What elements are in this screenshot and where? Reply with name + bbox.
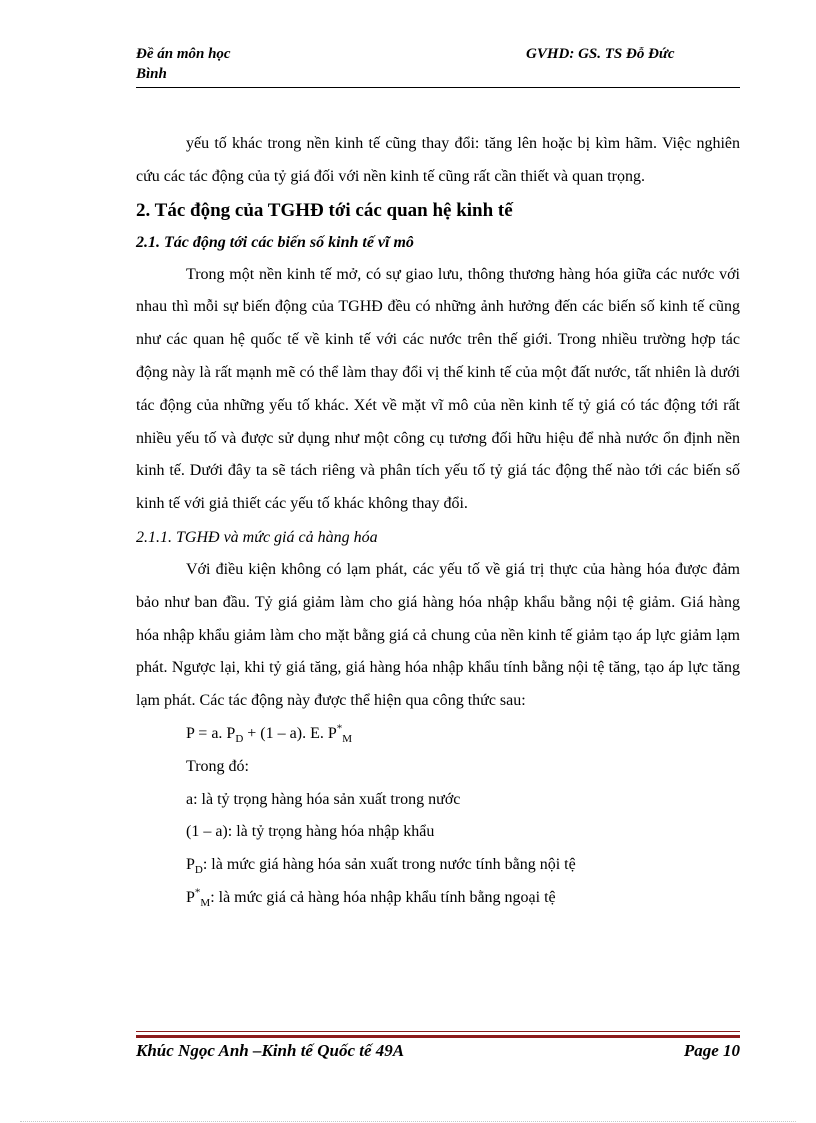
price-formula: P = a. $P_D + (1 - a)$. E. $P^*_M$ [186, 722, 353, 746]
page-bottom-edge [20, 1121, 796, 1122]
header-course: Đề án môn học [136, 46, 231, 62]
paragraph-macro: Trong một nền kinh tế mở, có sự giao lưu, thông thương hàng hóa giữa các nước với nhau thì mỗi sự biến động của TGHĐ đều có những ảnh hưởng đến các biến số kinh tế cũng như các quan hệ quốc tế về kinh tế với các nước trên thế giới. Trong nhiều trường hợp tác động này là rất mạnh mẽ có thể làm thay đổi vị thế kinh tế của một đất nước, tất nhiên là dưới tác động của những yếu tố khác. Xét về mặt vĩ mô của nền kinh tế tỷ giá có tác động tới rất nhiều yếu tố và được sử dụng như một công cụ tương đối hữu hiệu để nhà nước ổn định nền kinh tế. Dưới đây ta sẽ tách riêng và phân tích yếu tố tỷ giá tác động thế nào tới các biến số kinh tế với giả thiết các yếu tố khác không thay đổi. [136, 265, 740, 513]
section-heading-2-1-1: 2.1.1. TGHĐ và mức giá cả hàng hóa [136, 528, 378, 546]
definition-pd: $P_D$: là mức giá hàng hóa sản xuất trong nước tính bằng nội tệ [186, 856, 576, 877]
where-label: Trong đó: [186, 757, 249, 775]
section-heading-2-1: 2.1. Tác động tới các biến số kinh tế vĩ mô [136, 233, 414, 251]
definition-one-minus-a: (1 – a): là tỷ trọng hàng hóa nhập khẩu [186, 823, 435, 841]
section-heading-2: 2. Tác động của TGHĐ tới các quan hệ kinh tế [136, 199, 513, 221]
footer-author: Khúc Ngọc Anh –Kinh tế Quốc tế 49A [136, 1041, 405, 1060]
paragraph-intro: yếu tố khác trong nền kinh tế cũng thay đổi: tăng lên hoặc bị kìm hãm. Việc nghiên cứu các tác động của tỷ giá đối với nền kinh tế cũng rất cần thiết và quan trọng. [136, 135, 740, 185]
page-body [136, 128, 740, 915]
page-number: Page 10 [683, 1041, 740, 1060]
definition-pm: $P^*_M$: là mức giá cả hàng hóa nhập khẩu tính bằng ngoại tệ [186, 886, 556, 910]
footer-divider-thin [136, 1031, 740, 1032]
header-supervisor-continued: Bình [136, 66, 167, 82]
header-supervisor: GVHD: GS. TS Đỗ Đức [526, 46, 675, 62]
paragraph-price: Với điều kiện không có lạm phát, các yếu tố về giá trị thực của hàng hóa được đảm bảo như ban đầu. Tỷ giá giảm làm cho giá hàng hóa nhập khẩu bằng nội tệ giảm. Giá hàng hóa nhập khẩu giảm làm cho mặt bằng giá cả chung của nền kinh tế giảm tạo áp lực giảm lạm phát. Ngược lại, khi tỷ giá tăng, giá hàng hóa nhập khẩu tính bằng nội tệ tăng, tạo áp lực tăng lạm phát. Các tác động này được thể hiện qua công thức sau: [136, 560, 740, 710]
header-divider [136, 87, 740, 88]
footer-divider-thick [136, 1035, 740, 1038]
definition-a: a: là tỷ trọng hàng hóa sản xuất trong nước [186, 790, 461, 808]
